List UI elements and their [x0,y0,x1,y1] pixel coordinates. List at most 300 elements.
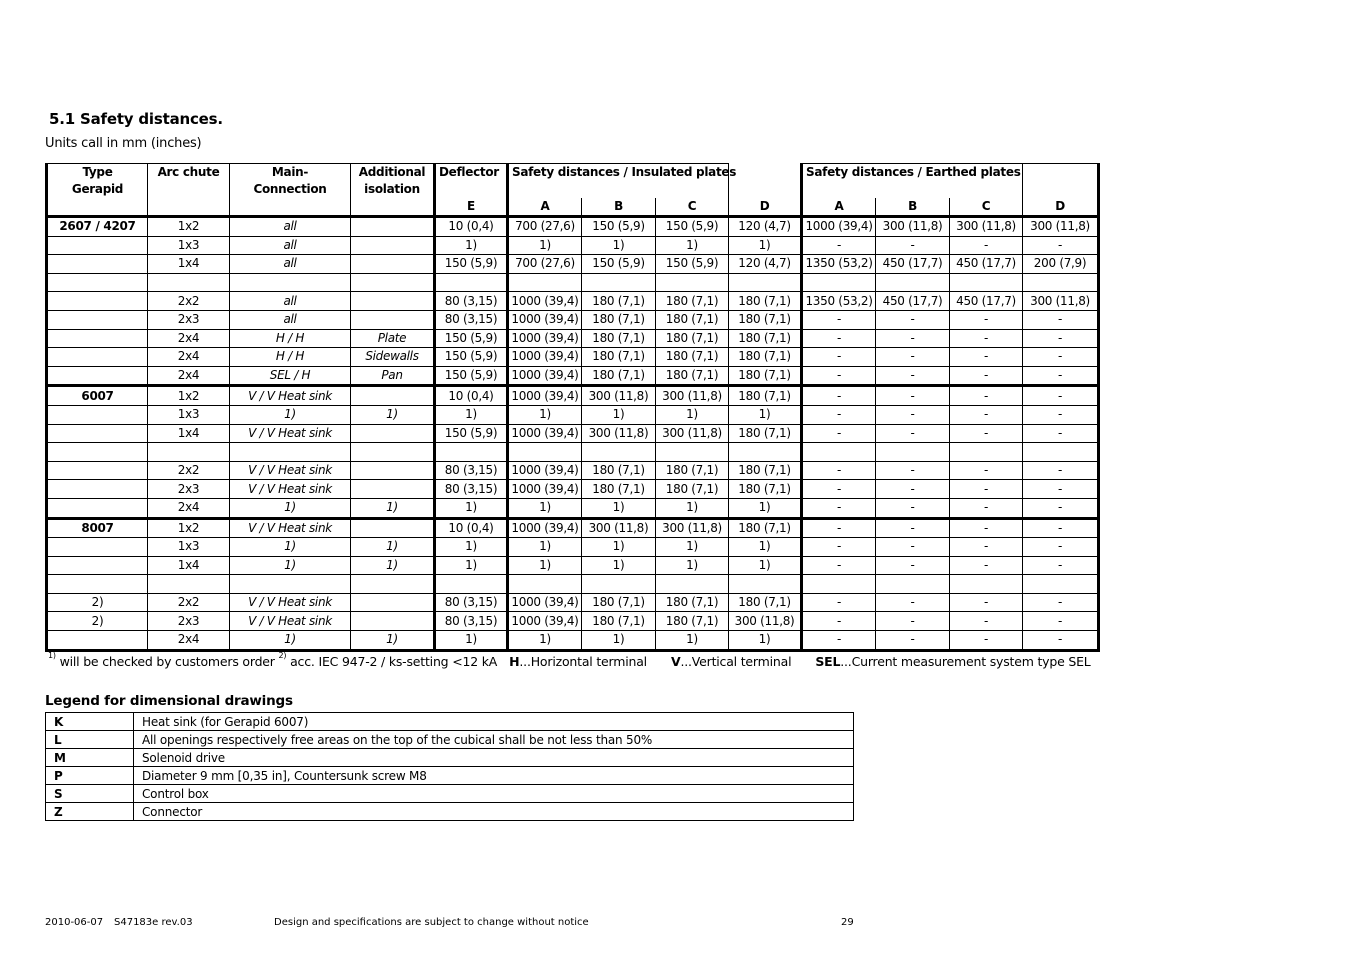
legend-description: Connector [134,803,854,821]
cell-ear-a: - [802,498,876,518]
cell-arc-chute: 2x3 [148,310,230,329]
footnote-1-text: will be checked by customers order [55,654,279,669]
cell-ins-b: 180 (7,1) [582,593,656,612]
cell-ear-d: - [1023,631,1099,651]
cell-ins-a: 1000 (39,4) [508,612,582,631]
cell-ins-d: 120 (4,7) [729,255,802,274]
cell-additional-isolation [351,424,435,443]
col-header-type: Type Gerapid [47,164,148,199]
cell-ear-d: - [1023,538,1099,557]
cell-ins-b [582,575,656,594]
cell-ins-b: 300 (11,8) [582,424,656,443]
table-row [47,273,1099,292]
legend-description: All openings respectively free areas on the top of the cubical shall be not less than 50% [134,731,854,749]
cell-arc-chute: 2x4 [148,348,230,367]
legend-row [46,767,854,785]
cell-ins-d: 180 (7,1) [729,310,802,329]
cell-ear-c: - [950,461,1023,480]
cell-main-connection [230,273,351,292]
cell-additional-isolation [351,273,435,292]
cell-ear-c [950,273,1023,292]
cell-ear-d: - [1023,556,1099,575]
cell-ear-a [802,273,876,292]
cell-ins-a: 1) [508,538,582,557]
legend-row [46,749,854,767]
cell-ins-c [656,273,729,292]
cell-ear-d: - [1023,405,1099,424]
cell-ins-c: 1) [656,498,729,518]
cell-ear-d [1023,575,1099,594]
cell-additional-isolation [351,292,435,311]
cell-ear-d: - [1023,612,1099,631]
cell-ins-d: 180 (7,1) [729,461,802,480]
cell-ear-c: - [950,424,1023,443]
cell-type: 2) [47,612,148,631]
cell-ins-a: 1) [508,405,582,424]
cell-ins-c: 180 (7,1) [656,329,729,348]
cell-deflector-e: 80 (3,15) [435,612,508,631]
cell-type [47,461,148,480]
cell-ins-c: 180 (7,1) [656,461,729,480]
cell-ear-c: - [950,498,1023,518]
insulated-plates-header: Safety distances / Insulated plates [508,164,729,199]
cell-ins-c: 1) [656,236,729,255]
table-row [47,593,1099,612]
cell-type [47,310,148,329]
cell-ear-b: - [876,631,950,651]
cell-ear-a [802,575,876,594]
footnotes [48,651,1091,669]
cell-type: 2607 / 4207 [47,217,148,237]
legend-row [46,785,854,803]
page-number: 29 [841,917,854,928]
cell-deflector-e: 150 (5,9) [435,424,508,443]
cell-ins-d: 1) [729,631,802,651]
col-header-ear-a: A [802,198,876,217]
cell-type [47,348,148,367]
cell-ins-b: 150 (5,9) [582,217,656,237]
cell-ins-d: 1) [729,405,802,424]
abbr-v-key: V [670,654,681,669]
cell-ear-d [1023,443,1099,462]
cell-additional-isolation: Plate [351,329,435,348]
table-body [47,217,1099,651]
legend-row [46,731,854,749]
legend-key: S [46,785,134,803]
cell-ear-b: - [876,538,950,557]
cell-ear-a: - [802,538,876,557]
cell-ear-d: 300 (11,8) [1023,292,1099,311]
cell-arc-chute: 2x4 [148,366,230,386]
legend-title: Legend for dimensional drawings [45,693,293,709]
cell-ins-d: 1) [729,556,802,575]
cell-additional-isolation [351,461,435,480]
table-row [47,461,1099,480]
cell-arc-chute [148,575,230,594]
table-row [47,424,1099,443]
footer-date: 2010-06-07 [45,917,104,928]
cell-arc-chute: 1x4 [148,255,230,274]
cell-additional-isolation [351,217,435,237]
col-header-main-connection: Main- Connection [230,164,351,199]
cell-ins-a: 1000 (39,4) [508,593,582,612]
cell-arc-chute: 1x4 [148,424,230,443]
cell-additional-isolation [351,575,435,594]
table-row [47,556,1099,575]
safety-distances-table [45,163,1100,652]
cell-ins-c: 1) [656,556,729,575]
cell-deflector-e [435,273,508,292]
cell-ear-d: - [1023,424,1099,443]
cell-ear-d: 300 (11,8) [1023,217,1099,237]
earthed-plates-header: Safety distances / Earthed plates [802,164,1023,199]
cell-type [47,538,148,557]
cell-ear-c: - [950,348,1023,367]
cell-deflector-e: 1) [435,405,508,424]
cell-main-connection: all [230,236,351,255]
cell-ear-a [802,443,876,462]
cell-ear-c: - [950,366,1023,386]
legend-row [46,803,854,821]
cell-ins-b: 1) [582,498,656,518]
cell-main-connection [230,575,351,594]
cell-ins-a: 1000 (39,4) [508,329,582,348]
table-row [47,348,1099,367]
cell-ins-d: 180 (7,1) [729,480,802,499]
cell-type [47,405,148,424]
units-note: Units call in mm (inches) [45,136,202,151]
cell-main-connection: V / V Heat sink [230,424,351,443]
cell-arc-chute: 2x3 [148,612,230,631]
cell-ins-c [656,443,729,462]
cell-ins-d [729,575,802,594]
cell-ear-b: - [876,498,950,518]
legend-row [46,713,854,731]
col-header-e: E [435,198,508,217]
cell-deflector-e [435,575,508,594]
cell-ear-d: 200 (7,9) [1023,255,1099,274]
cell-type [47,556,148,575]
table-row [47,255,1099,274]
col-header-ins-c: C [656,198,729,217]
cell-main-connection: 1) [230,538,351,557]
cell-ins-b: 300 (11,8) [582,386,656,406]
cell-deflector-e: 10 (0,4) [435,386,508,406]
cell-ear-c [950,575,1023,594]
cell-ear-d [1023,273,1099,292]
cell-arc-chute: 2x2 [148,461,230,480]
legend-key: Z [46,803,134,821]
cell-type [47,366,148,386]
cell-main-connection: all [230,217,351,237]
cell-type: 8007 [47,518,148,538]
table-row [47,498,1099,518]
cell-arc-chute: 2x4 [148,329,230,348]
insulated-header-spacer [729,164,802,199]
cell-type [47,273,148,292]
cell-ins-a [508,575,582,594]
col-header-ins-a: A [508,198,582,217]
cell-ins-c: 1) [656,405,729,424]
cell-ins-b: 150 (5,9) [582,255,656,274]
cell-ins-d: 120 (4,7) [729,217,802,237]
cell-deflector-e: 150 (5,9) [435,366,508,386]
col-header-ins-d: D [729,198,802,217]
cell-main-connection: H / H [230,348,351,367]
cell-ins-d: 1) [729,236,802,255]
cell-ins-d: 180 (7,1) [729,348,802,367]
cell-ear-d: - [1023,498,1099,518]
cell-arc-chute: 2x3 [148,480,230,499]
cell-ear-d: - [1023,518,1099,538]
cell-ear-c: - [950,538,1023,557]
cell-additional-isolation [351,255,435,274]
abbr-h-key: H [509,654,520,669]
table-row [47,631,1099,651]
cell-ear-d: - [1023,480,1099,499]
cell-ear-d: - [1023,236,1099,255]
cell-ins-d: 180 (7,1) [729,386,802,406]
cell-additional-isolation: 1) [351,631,435,651]
cell-ear-b: 450 (17,7) [876,255,950,274]
cell-deflector-e: 10 (0,4) [435,217,508,237]
legend-key: M [46,749,134,767]
cell-ins-b: 180 (7,1) [582,612,656,631]
cell-ins-c: 300 (11,8) [656,518,729,538]
cell-ins-d: 180 (7,1) [729,518,802,538]
cell-ins-b: 1) [582,236,656,255]
cell-main-connection: 1) [230,556,351,575]
cell-ear-a: 1350 (53,2) [802,292,876,311]
cell-arc-chute: 1x3 [148,405,230,424]
cell-deflector-e: 80 (3,15) [435,480,508,499]
cell-type [47,255,148,274]
cell-ear-b: - [876,593,950,612]
cell-main-connection: V / V Heat sink [230,461,351,480]
cell-ins-d: 180 (7,1) [729,424,802,443]
cell-ins-b: 180 (7,1) [582,329,656,348]
cell-type [47,236,148,255]
table-row [47,217,1099,237]
cell-additional-isolation [351,443,435,462]
table-row [47,329,1099,348]
cell-ear-c: 450 (17,7) [950,255,1023,274]
cell-ear-a: - [802,556,876,575]
cell-deflector-e: 150 (5,9) [435,348,508,367]
cell-ins-a: 700 (27,6) [508,255,582,274]
cell-ins-a: 1) [508,631,582,651]
cell-deflector-e: 1) [435,556,508,575]
cell-type [47,498,148,518]
cell-ear-b: - [876,329,950,348]
cell-main-connection: 1) [230,631,351,651]
cell-type [47,480,148,499]
footnote-2-text: acc. IEC 947-2 / ks-setting <12 kA [286,654,498,669]
col-header-ins-b: B [582,198,656,217]
cell-ins-a: 1000 (39,4) [508,386,582,406]
table-row [47,310,1099,329]
cell-ear-b: - [876,386,950,406]
cell-main-connection: H / H [230,329,351,348]
cell-arc-chute: 1x2 [148,217,230,237]
col-header-ear-d: D [1023,198,1099,217]
cell-ear-b: - [876,480,950,499]
cell-additional-isolation: Sidewalls [351,348,435,367]
cell-arc-chute: 1x2 [148,518,230,538]
cell-ear-c: 450 (17,7) [950,292,1023,311]
cell-deflector-e: 150 (5,9) [435,329,508,348]
legend-key: P [46,767,134,785]
footnote-1-mark: 1) [48,651,56,660]
cell-type [47,329,148,348]
cell-ear-a: - [802,612,876,631]
cell-ear-b: - [876,518,950,538]
cell-main-connection: all [230,255,351,274]
cell-ear-d: - [1023,310,1099,329]
cell-additional-isolation: 1) [351,556,435,575]
earthed-header-spacer [1023,164,1099,199]
cell-main-connection: all [230,310,351,329]
cell-additional-isolation: 1) [351,405,435,424]
cell-main-connection: V / V Heat sink [230,612,351,631]
cell-ins-c: 180 (7,1) [656,348,729,367]
cell-ins-c: 300 (11,8) [656,424,729,443]
cell-ear-c: - [950,329,1023,348]
table-row [47,366,1099,386]
cell-deflector-e: 10 (0,4) [435,518,508,538]
cell-arc-chute [148,273,230,292]
abbr-sel-text: ...Current measurement system type SEL [840,654,1091,669]
cell-ear-c: - [950,405,1023,424]
cell-ins-a: 1000 (39,4) [508,366,582,386]
cell-ins-b: 180 (7,1) [582,348,656,367]
cell-ins-d: 180 (7,1) [729,593,802,612]
cell-ear-c: - [950,480,1023,499]
cell-ins-b [582,443,656,462]
cell-ins-c: 180 (7,1) [656,310,729,329]
abbr-sel-key: SEL [815,654,841,669]
table-header [47,164,1099,217]
cell-ins-a: 1000 (39,4) [508,480,582,499]
cell-ins-d [729,443,802,462]
cell-deflector-e: 80 (3,15) [435,292,508,311]
cell-ear-b: - [876,366,950,386]
cell-arc-chute: 1x4 [148,556,230,575]
cell-ins-b [582,273,656,292]
cell-ins-d: 1) [729,538,802,557]
cell-ins-d [729,273,802,292]
cell-arc-chute: 2x4 [148,631,230,651]
cell-additional-isolation [351,480,435,499]
cell-ear-a: 1000 (39,4) [802,217,876,237]
cell-ins-c: 1) [656,631,729,651]
cell-ear-a: - [802,348,876,367]
cell-main-connection [230,443,351,462]
legend-key: L [46,731,134,749]
cell-deflector-e: 1) [435,631,508,651]
cell-main-connection: 1) [230,405,351,424]
table-row [47,480,1099,499]
col-header-ear-c: C [950,198,1023,217]
cell-ins-b: 180 (7,1) [582,292,656,311]
legend-table [45,712,854,821]
cell-ins-c: 150 (5,9) [656,255,729,274]
cell-ear-c: - [950,236,1023,255]
table-row [47,443,1099,462]
cell-ins-c: 300 (11,8) [656,386,729,406]
table-row [47,386,1099,406]
cell-ear-d: - [1023,386,1099,406]
table-row [47,612,1099,631]
cell-ins-d: 300 (11,8) [729,612,802,631]
cell-type: 6007 [47,386,148,406]
cell-ear-d: - [1023,461,1099,480]
cell-ins-b: 1) [582,405,656,424]
cell-ins-d: 180 (7,1) [729,292,802,311]
main-header-cont [230,198,351,217]
cell-ear-b: - [876,348,950,367]
cell-ins-c: 180 (7,1) [656,366,729,386]
abbr-v-text: ...Vertical terminal [680,654,792,669]
cell-main-connection: SEL / H [230,366,351,386]
cell-ear-a: - [802,518,876,538]
cell-ear-c [950,443,1023,462]
cell-ear-b: - [876,556,950,575]
legend-key: K [46,713,134,731]
col-header-deflector: Deflector [435,164,508,199]
cell-type [47,575,148,594]
cell-additional-isolation [351,593,435,612]
table-row [47,538,1099,557]
cell-ear-c: - [950,593,1023,612]
cell-deflector-e: 1) [435,538,508,557]
cell-ear-b [876,273,950,292]
cell-main-connection: V / V Heat sink [230,386,351,406]
cell-ear-a: - [802,236,876,255]
table-row [47,236,1099,255]
addl-header-cont [351,198,435,217]
cell-ear-a: - [802,310,876,329]
cell-ins-a [508,443,582,462]
cell-ins-c: 180 (7,1) [656,480,729,499]
cell-ear-c: - [950,518,1023,538]
cell-ear-a: - [802,386,876,406]
cell-arc-chute: 2x4 [148,498,230,518]
arc-header-cont [148,198,230,217]
footer-doc-id: S47183e rev.03 [114,917,193,928]
cell-ins-a: 1000 (39,4) [508,348,582,367]
cell-ear-a: - [802,329,876,348]
cell-ear-b: - [876,236,950,255]
cell-arc-chute [148,443,230,462]
cell-type [47,292,148,311]
cell-ins-a: 1000 (39,4) [508,424,582,443]
cell-ear-c: - [950,310,1023,329]
cell-deflector-e: 150 (5,9) [435,255,508,274]
cell-ear-a: - [802,461,876,480]
cell-ins-c: 180 (7,1) [656,292,729,311]
cell-main-connection: all [230,292,351,311]
table-row [47,518,1099,538]
legend-description: Diameter 9 mm [0,35 in], Countersunk screw M8 [134,767,854,785]
cell-type: 2) [47,593,148,612]
cell-ear-a: - [802,593,876,612]
cell-deflector-e: 80 (3,15) [435,310,508,329]
cell-ins-b: 1) [582,631,656,651]
cell-type [47,631,148,651]
cell-ear-b: - [876,424,950,443]
cell-arc-chute: 1x2 [148,386,230,406]
